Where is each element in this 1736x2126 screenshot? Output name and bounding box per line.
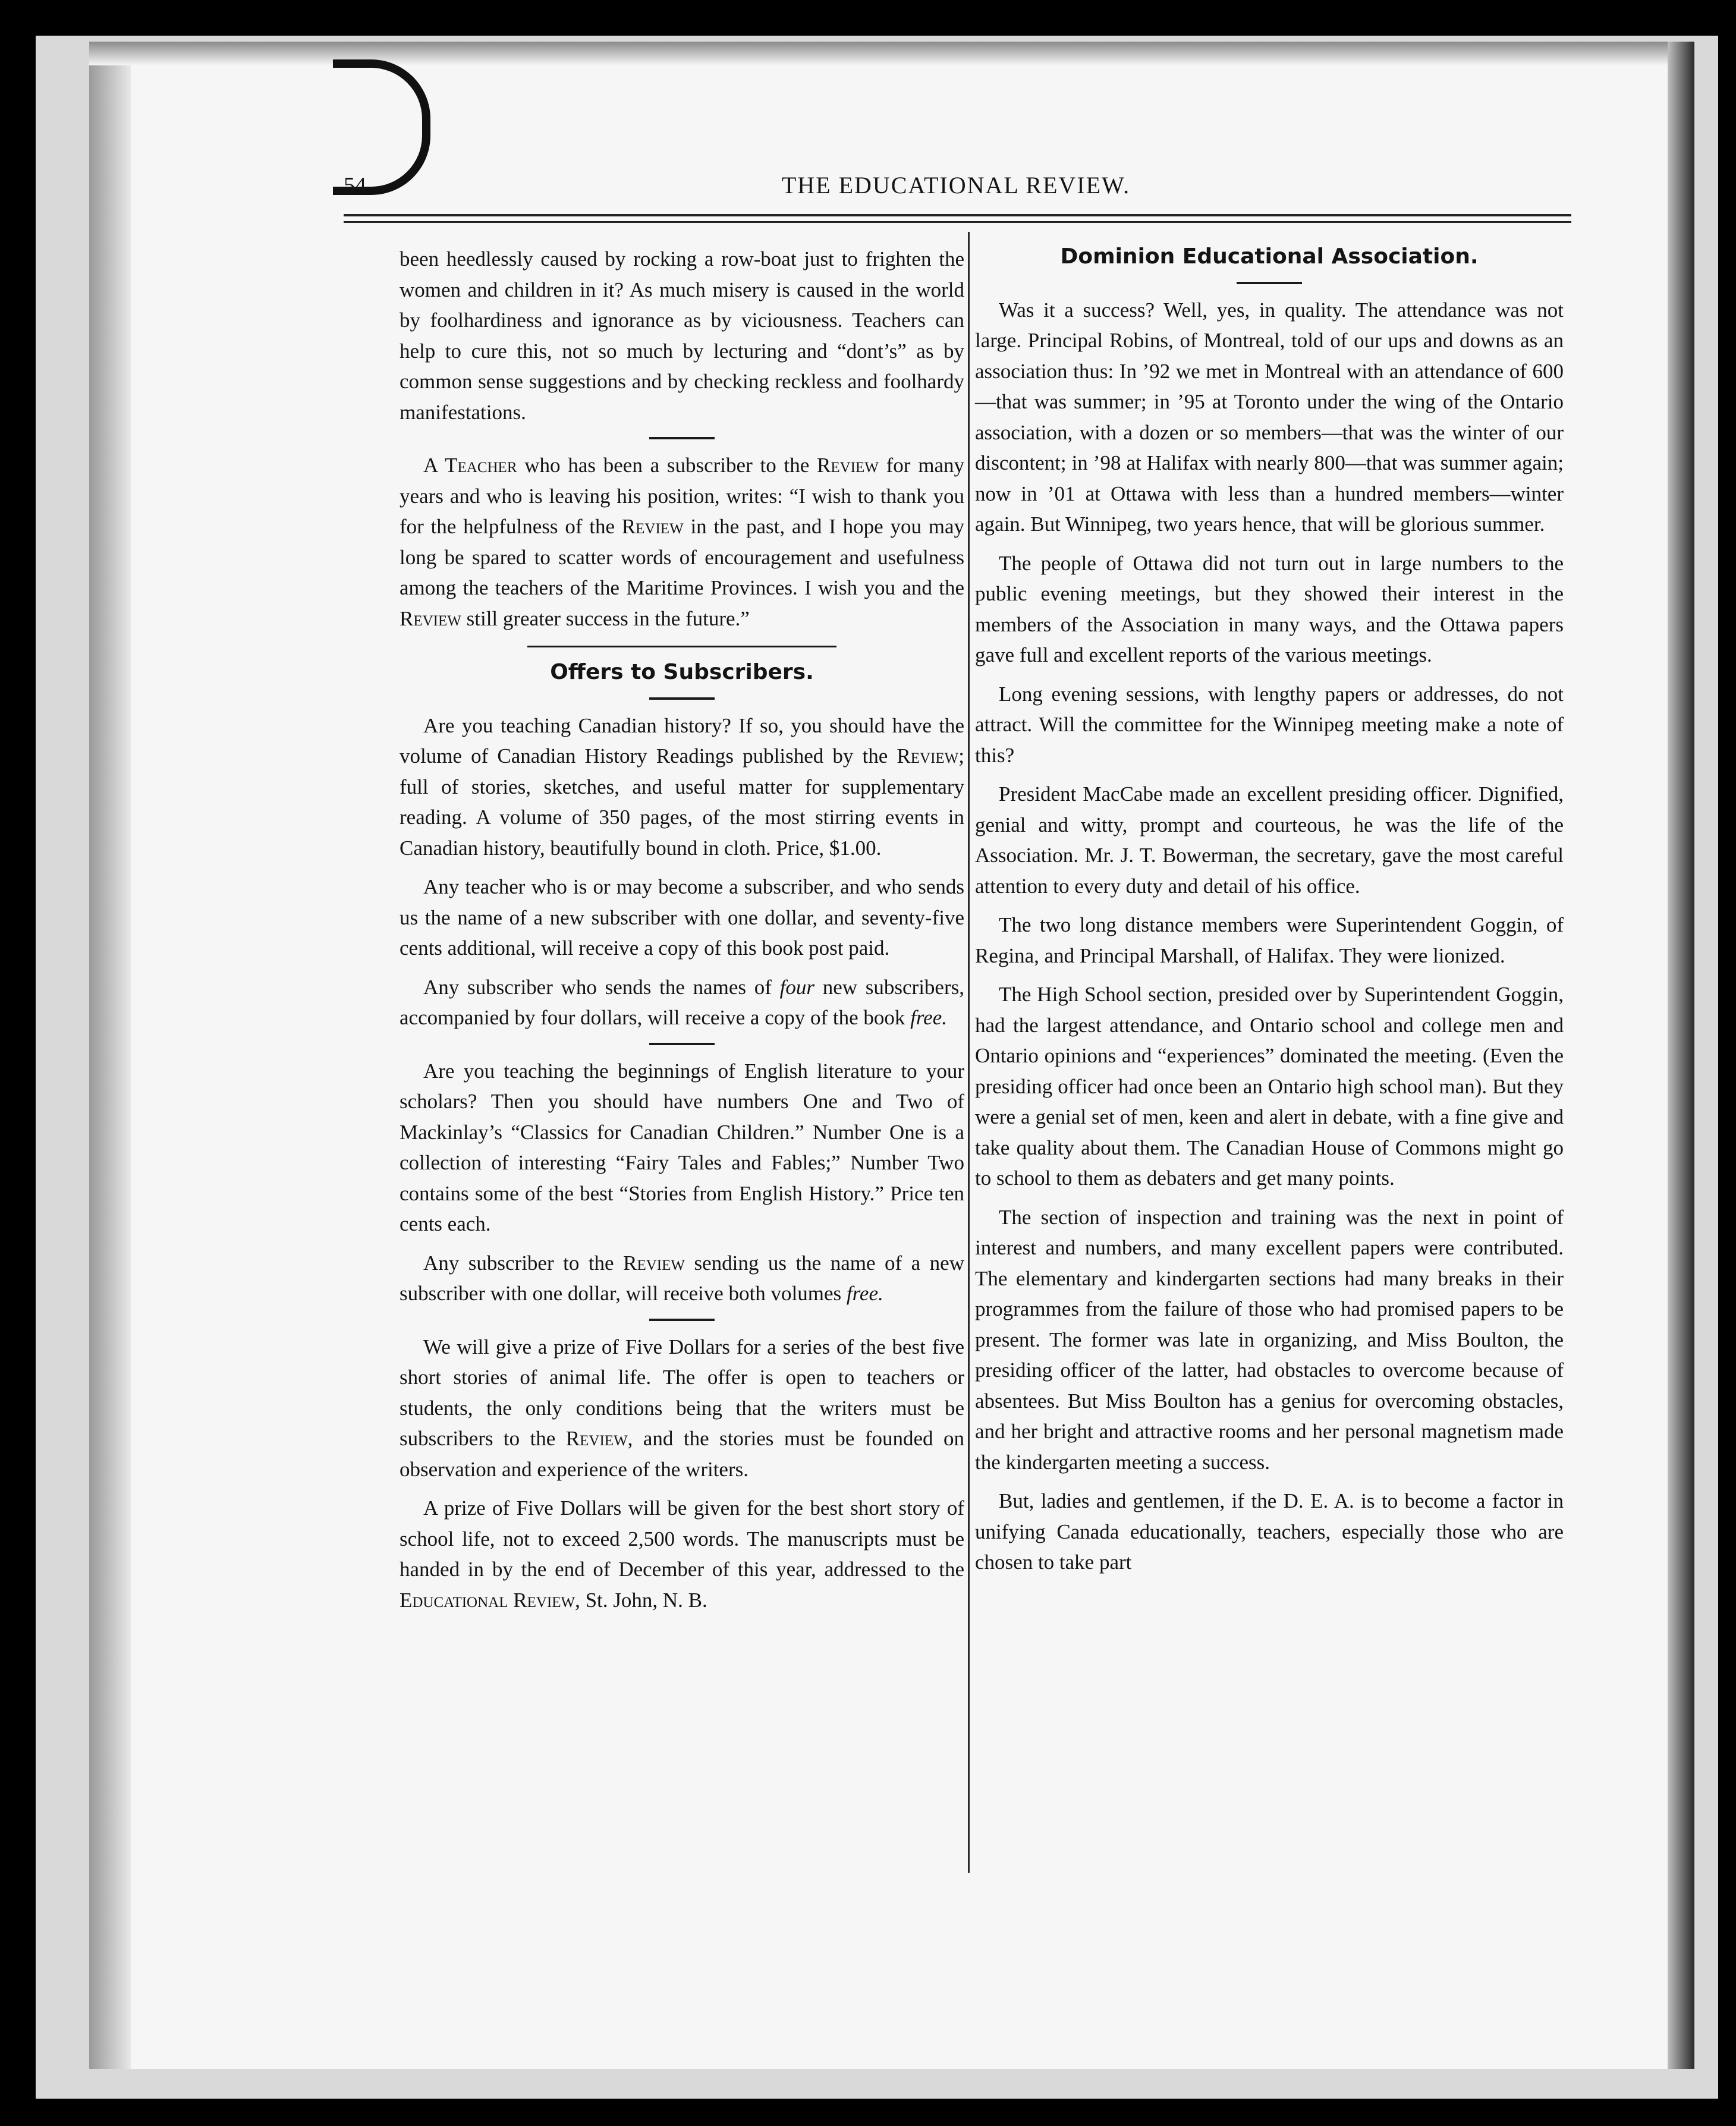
short-divider — [649, 1043, 715, 1045]
short-divider — [649, 1319, 715, 1321]
right-column — [975, 244, 1564, 1578]
article-paragraph: President MacCabe made an excellent presiding officer. Dignified, genial and witty, prompt and courteous, he was the life of the Association. Mr. J. T. Bowerman, the secretary, gave the most careful attention to every duty and detail of his office. — [975, 782, 1564, 898]
article-paragraph: But, ladies and gentlemen, if the D. E. A. is to become a factor in unifying Canada educationally, teachers, especially those who are chosen to take part — [975, 1489, 1564, 1574]
page-header — [344, 155, 1568, 214]
offer-paragraph: Any subscriber who sends the names of four new subscribers, accompanied by four dollars, will receive a copy of the book free. — [400, 975, 964, 1029]
article-paragraph: The people of Ottawa did not turn out in large numbers to the public evening meetings, but they showed their interest in the members of the Association in many ways, and the Ottawa papers gave full and excellent reports of the various meetings. — [975, 551, 1564, 666]
short-divider — [649, 437, 715, 439]
page-number: 54 — [344, 173, 366, 198]
offer-paragraph: Any subscriber to the Review sending us the name of a new subscriber with one dollar, will receive both volumes free. — [400, 1251, 964, 1305]
article-paragraph: Long evening sessions, with lengthy papers or addresses, do not attract. Will the committee for the Winnipeg meeting make a note of this? — [975, 682, 1564, 767]
header-rule-bottom — [344, 221, 1571, 223]
article-paragraph: The two long distance members were Superintendent Goggin, of Regina, and Principal Marshall, of Halifax. They were lionized. — [975, 913, 1564, 967]
offer-paragraph: Are you teaching Canadian history? If so, you should have the volume of Canadian History Readings published by the Review; full of stories, sketches, and useful matter for supplementary reading. A volume of 350 pages, of the most stirring events in Canadian history, beautifully bound in cloth. Price, $1.00. — [400, 713, 965, 860]
running-title: THE EDUCATIONAL REVIEW. — [781, 172, 1131, 199]
top-shadow — [89, 42, 1694, 65]
article-paragraph: The section of inspection and training was the next in point of interest and numbers, and many excellent papers were contributed. The elementary and kindergarten sections had many breaks in their programmes from the failure of those who had promised papers to be present. The former was late in organizing, and Miss Boulton, the presiding officer of the latter, had obstacles to overcome because of absentees. But Miss Boulton has a genius for overcoming obstacles, and her bright and attractive rooms and her personal magnetism made the kindergarten meeting a success. — [975, 1205, 1564, 1474]
paragraph-continued: been heedlessly caused by rocking a row-boat just to frighten the women and children in it? As much misery is caused in the world by foolhardiness and ignorance as by viciousness. Teachers can help to cure this, not so much by lecturing and “dont’s” as by common sense suggestions and by checking reckless and foolhardy manifestations. — [400, 247, 964, 424]
left-column — [400, 244, 964, 1615]
short-divider — [649, 697, 715, 700]
teacher-letter-paragraph: A Teacher who has been a subscriber to the Review for many years and who is leaving his position, writes: “I wish to thank you for the helpfulness of the Review in the past, and I hope you may long be spared to scatter words of encouragement and usefulness among the teachers of the Maritime Provinces. I wish you and the Review still greater success in the future.” — [400, 454, 964, 630]
offer-paragraph: Any teacher who is or may become a subscriber, and who sends us the name of a new subscriber with one dollar, and seventy-five cents additional, will receive a copy of this book post paid. — [400, 875, 964, 960]
column-divider — [968, 232, 970, 1873]
dea-section-title: Dominion Educational Association. — [1060, 244, 1479, 269]
article-paragraph: Was it a success? Well, yes, in quality. The attendance was not large. Principal Robins, of Montreal, told of our ups and downs as an association thus: In ’92 we met in Montreal with an attendance of 600—that was summer; in ’95 at Toronto under the wing of the Ontario association, with a dozen or so members—that was the winter of our discontent; in ’98 at Halifax with nearly 800—that was summer again; now in ’01 at Ottawa with less than a hundred members—winter again. But Winnipeg, two years hence, that will be glorious summer. — [975, 298, 1564, 536]
right-edge-shadow — [1668, 42, 1694, 2069]
offer-paragraph: Are you teaching the beginnings of English literature to your scholars? Then you should have numbers One and Two of Mackinlay’s “Classics for Canadian Children.” Number One is a collection of interesting “Fairy Tales and Fables;” Number Two contains some of the best “Stories from English History.” Price ten cents each. — [400, 1059, 964, 1235]
header-rule-top — [344, 214, 1571, 216]
short-divider — [1237, 282, 1302, 284]
offer-paragraph: We will give a prize of Five Dollars for a series of the best five short stories of animal life. The offer is open to teachers or students, the only conditions being that the writers must be subscribers to the Review, and the stories must be founded on observation and experience of the writers. — [400, 1335, 965, 1481]
offer-paragraph: A prize of Five Dollars will be given for the best short story of school life, not to exceed 2,500 words. The manuscripts must be handed in by the end of December of this year, addressed to the Educational Review, St. John, N. B. — [400, 1496, 964, 1612]
binding-shadow — [89, 42, 131, 2069]
section-divider — [527, 646, 836, 647]
article-paragraph: The High School section, presided over by Superintendent Goggin, had the largest attendance, and Ontario school and college men and Ontario opinions and “experiences” dominated the meeting. (Even the presiding officer had once been an Ontario high school man). But they were a genial set of men, keen and alert in debate, with a fine give and take quality about them. The Canadian House of Commons might go to school to them as debaters and get many points. — [975, 983, 1564, 1190]
offers-section-title: Offers to Subscribers. — [550, 660, 814, 684]
